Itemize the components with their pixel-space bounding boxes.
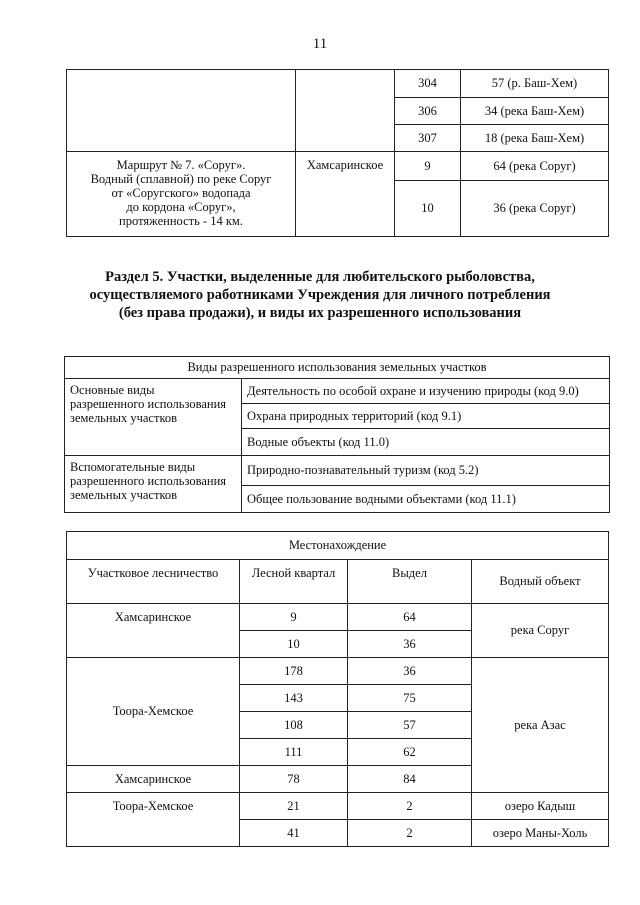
label-line: разрешенного использования: [70, 474, 227, 488]
location-table: [66, 531, 609, 847]
plot-cell: 84: [348, 766, 472, 793]
plot-cell: 34 (река Баш-Хем): [461, 98, 609, 125]
quarter-cell: 304: [395, 70, 461, 98]
section-heading: [40, 268, 600, 322]
plot-cell: 36 (река Соруг): [461, 181, 609, 237]
table-row: [67, 793, 609, 820]
water-body-cell: озеро Кадыш: [472, 793, 609, 820]
label-line: земельных участков: [70, 488, 178, 502]
quarter-cell: 10: [395, 181, 461, 237]
use-item: Водные объекты (код 11.0): [242, 429, 610, 456]
quarter-cell: 78: [240, 766, 348, 793]
plot-cell: 2: [348, 820, 472, 847]
heading-line: осуществляемого работниками Учреждения для личного потребления: [89, 287, 551, 303]
quarter-cell: 9: [240, 604, 348, 631]
aux-uses-label: [65, 456, 242, 513]
quarter-cell: 41: [240, 820, 348, 847]
quarter-cell: 9: [395, 152, 461, 181]
plot-cell: 57 (р. Баш-Хем): [461, 70, 609, 98]
table-row: [67, 560, 609, 604]
quarter-cell: 111: [240, 739, 348, 766]
water-body-cell: река Азас: [472, 658, 609, 793]
plot-cell: 36: [348, 658, 472, 685]
plot-cell: 62: [348, 739, 472, 766]
water-body-cell: озеро Маны-Холь: [472, 820, 609, 847]
column-header: Участковое лесничество: [67, 560, 240, 604]
column-header: Выдел: [348, 560, 472, 604]
table-row: [67, 658, 609, 685]
label-line: разрешенного использования: [70, 397, 227, 411]
plot-cell: 64: [348, 604, 472, 631]
quarter-cell: 21: [240, 793, 348, 820]
label-line: земельных участков: [70, 411, 178, 425]
column-header: Водный объект: [472, 560, 609, 604]
route-line: от «Соругского» водопада: [111, 186, 251, 200]
district-cell: Хамсаринское: [67, 766, 240, 793]
heading-line: (без права продажи), и виды их разрешенного использования: [118, 305, 522, 321]
plot-cell: 18 (река Баш-Хем): [461, 125, 609, 152]
water-body-cell: река Соруг: [472, 604, 609, 658]
quarter-cell: 108: [240, 712, 348, 739]
quarter-cell: 178: [240, 658, 348, 685]
district-cell: Тоора-Хемское: [67, 658, 240, 766]
use-item: Природно-познавательный туризм (код 5.2): [242, 456, 610, 486]
empty-cell: [67, 70, 296, 152]
plot-cell: 75: [348, 685, 472, 712]
district-cell: Хамсаринское: [67, 604, 240, 658]
quarter-cell: 10: [240, 631, 348, 658]
label-line: Вспомогательные виды: [70, 460, 196, 474]
page-number: 11: [312, 36, 328, 52]
route-line: протяженность - 14 км.: [119, 214, 243, 228]
use-item: Общее пользование водными объектами (код 11.1): [242, 486, 610, 513]
quarter-cell: 143: [240, 685, 348, 712]
table-row: [65, 456, 610, 486]
route-line: Маршрут № 7. «Соруг».: [116, 158, 246, 172]
district-cell: Тоора-Хемское: [67, 793, 240, 847]
table-row: [65, 379, 610, 404]
table-row: [67, 604, 609, 631]
table-row: [67, 532, 609, 560]
table-row: [67, 152, 609, 181]
route-table: [66, 69, 609, 237]
quarter-cell: 306: [395, 98, 461, 125]
quarter-cell: 307: [395, 125, 461, 152]
route-description: [67, 152, 296, 237]
label-line: Основные виды: [70, 383, 155, 397]
use-item: Деятельность по особой охране и изучению природы (код 9.0): [242, 379, 610, 404]
plot-cell: 2: [348, 793, 472, 820]
route-line: Водный (сплавной) по реке Соруг: [90, 172, 272, 186]
district-cell: Хамсаринское: [296, 152, 395, 237]
column-header: Лесной квартал: [240, 560, 348, 604]
main-uses-label: [65, 379, 242, 456]
plot-cell: 64 (река Соруг): [461, 152, 609, 181]
plot-cell: 36: [348, 631, 472, 658]
heading-line: Раздел 5. Участки, выделенные для любительского рыболовства,: [105, 269, 535, 285]
route-line: до кордона «Соруг»,: [126, 200, 236, 214]
use-item: Охрана природных территорий (код 9.1): [242, 404, 610, 429]
table-row: [65, 357, 610, 379]
plot-cell: 57: [348, 712, 472, 739]
permitted-use-table: [64, 356, 610, 513]
table-header: Виды разрешенного использования земельных участков: [65, 357, 610, 379]
table-row: [67, 70, 609, 98]
empty-cell: [296, 70, 395, 152]
table-header: Местонахождение: [67, 532, 609, 560]
